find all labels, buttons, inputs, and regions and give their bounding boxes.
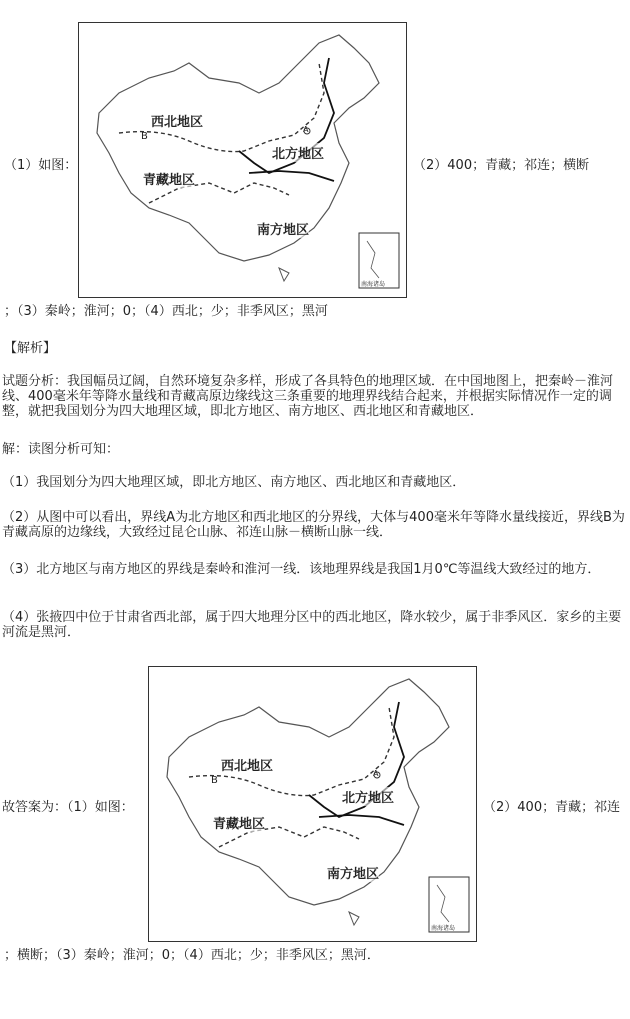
label-northwest-region: 西北地区 [151,111,203,130]
solution-lead: 解：读图分析可知： [2,442,120,457]
point-1: （1）我国划分为四大地理区域，即北方地区、南方地区、西北地区和青藏地区． [2,475,466,490]
label-northwest-region-bottom: 西北地区 [221,755,273,774]
china-map-outline [79,23,406,297]
label-line-a: A [303,125,309,134]
answer-continuation-top: ；（3）秦岭；淮河；0；（4）西北；少；非季风区；黑河 [4,304,328,319]
label-south-region: 南方地区 [257,219,309,238]
label-north-region-bottom: 北方地区 [342,787,394,806]
answer-prefix-top: （1）如图： [4,158,78,173]
label-line-b-bottom: B [211,775,218,786]
answer-right-bottom: （2）400；青藏；祁连 [483,800,621,815]
answer-continuation-bottom: ；横断；（3）秦岭；淮河；0；（4）西北；少；非季风区；黑河． [4,948,380,963]
analysis-intro: 试题分析：我国幅员辽阔，自然环境复杂多样，形成了各具特色的地理区域．在中国地图上，把秦岭－淮河线、400毫米年等降水量线和青藏高原边缘线这三条重要的地理界线结合起来，并根据实际情况作一定的调整，就把我国划分为四大地理区域，即北方地区、南方地区、西北地区和青藏地区． [2,374,614,419]
point-3: （3）北方地区与南方地区的界线是秦岭和淮河一线．该地理界线是我国1月0℃等温线大致经过的地方． [2,562,601,577]
point-4: （4）张掖四中位于甘肃省西北部，属于四大地理分区中的西北地区，降水较少，属于非季风区．家乡的主要河流是黑河． [2,610,622,640]
label-inset-bottom: 南海诸岛 [431,925,456,932]
label-inset: 南海诸岛 [361,281,386,288]
china-map-outline-bottom [149,667,476,941]
answer-prefix-bottom: 故答案为：（1）如图： [2,800,134,815]
label-south-region-bottom: 南方地区 [327,863,379,882]
label-qingzang-region: 青藏地区 [143,169,195,188]
label-qingzang-region-bottom: 青藏地区 [213,813,265,832]
label-line-a-bottom: A [373,769,379,778]
china-region-map-bottom [148,666,477,942]
answer-right-top: （2）400；青藏；祁连；横断 [413,158,590,173]
china-region-map-top [78,22,407,298]
label-north-region: 北方地区 [272,143,324,162]
point-2: （2）从图中可以看出，界线A为北方地区和西北地区的分界线，大体与400毫米年等降水量线接近，界线B为青藏高原的边缘线，大致经过昆仑山脉、祁连山脉－横断山脉一线． [2,510,625,540]
analysis-heading: 【解析】 [4,341,57,356]
label-line-b: B [141,131,148,142]
